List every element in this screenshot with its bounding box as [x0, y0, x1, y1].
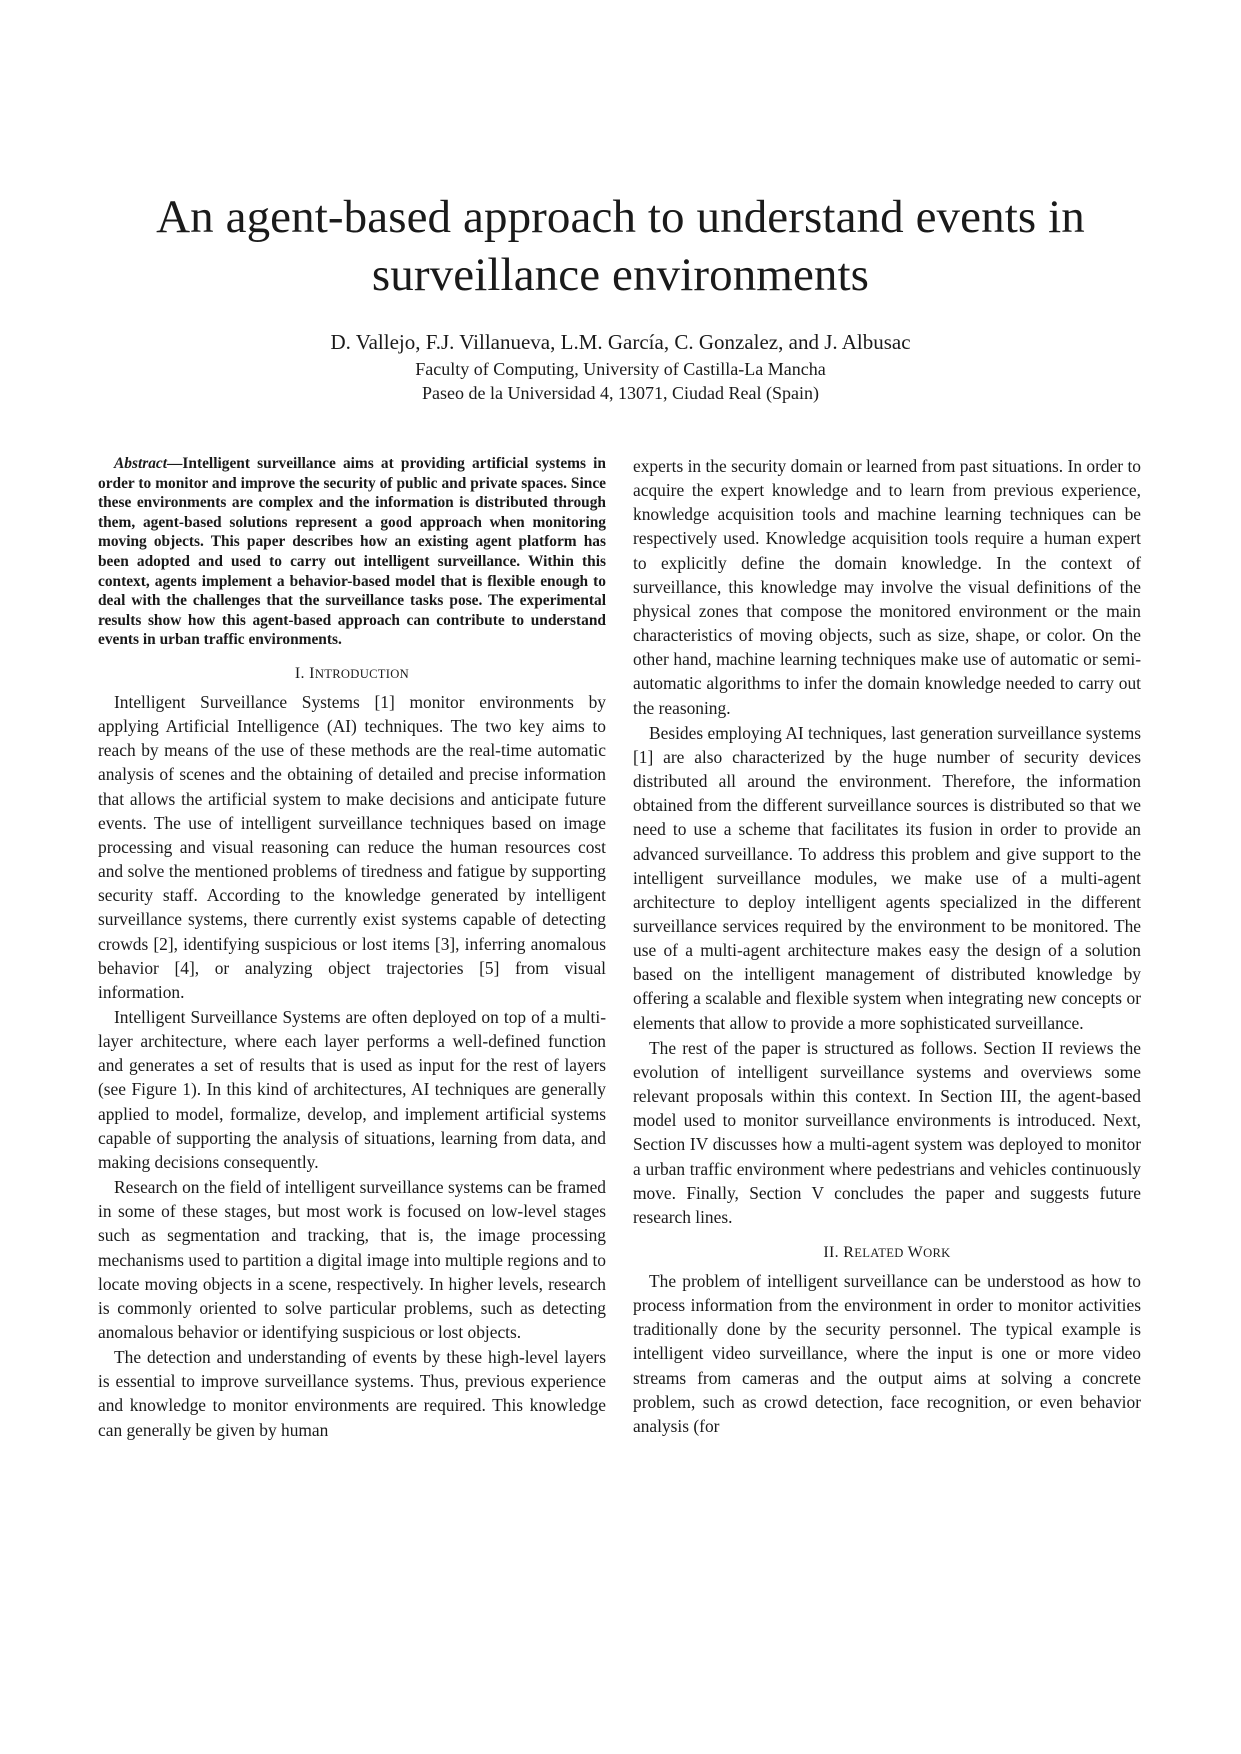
affiliation-line-1: Faculty of Computing, University of Castilla-La Mancha: [415, 359, 826, 379]
intro-paragraph-3: Research on the field of intelligent surveillance systems can be framed in some of these stages, but most work is focused on low-level stages such as segmentation and tracking, that is, the image processing mechanisms used to partition a digital image into multiple regions and to locate moving objects in a scene, respectively. In higher levels, research is commonly oriented to solve particular problems, such as detecting anomalous behavior or identifying suspicious or lost objects.: [98, 1177, 606, 1342]
related-paragraph-1: The problem of intelligent surveillance can be understood as how to process information from the environment in order to monitor activities traditionally done by the security personnel. The typical example is intelligent video surveillance, where the input is one or more video streams from cameras and the output aims at solving a concrete problem, such as crowd detection, face recognition, or even behavior analysis (for: [633, 1271, 1141, 1436]
section-title-rest: ORK: [923, 1246, 951, 1260]
abstract-dash: —: [167, 455, 183, 472]
section-heading-introduction: [98, 664, 606, 684]
section-title-initial: R: [843, 1244, 855, 1261]
section-title-initial: I: [309, 664, 315, 682]
section-title-rest: ELATED: [854, 1246, 904, 1260]
intro-paragraph-4: The detection and understanding of events by these high-level layers is essential to improve surveillance systems. Thus, previous experience and knowledge to monitor environments are required. This knowledge can generally be given by human: [98, 1347, 606, 1440]
paper-title-line-1: An agent-based approach to understand events in: [156, 191, 1085, 243]
abstract-text: Intelligent surveillance aims at providing artificial systems in order to monitor and improve the security of public and private spaces. Since these environments are complex and the information is distributed through them, agent-based solutions represent a good approach when monitoring moving objects. This paper describes how an existing agent platform has been adopted and used to carry out intelligent surveillance. Within this context, agents implement a behavior-based model that is flexible enough to deal with the challenges that the surveillance tasks pose. The experimental results show how this agent-based approach can contribute to understand events in urban traffic environments.: [98, 455, 606, 649]
left-column: [98, 454, 606, 1443]
section-title-rest: NTRODUCTION: [314, 666, 410, 681]
abstract: [98, 454, 606, 650]
intro-paragraph-4-continued: experts in the security domain or learned from past situations. In order to acquire the expert knowledge and to learn from previous experience, knowledge acquisition tools and machine learning techniques can be respectively used. Knowledge acquisition tools require a human expert to explicitly define the domain knowledge. In the context of surveillance, this knowledge may involve the visual definitions of the physical zones that compose the monitored environment or the main characteristics of moving objects, such as size, shape, or color. On the other hand, machine learning techniques make use of automatic or semi-automatic algorithms to infer the domain knowledge needed to carry out the reasoning.: [633, 456, 1141, 718]
section-number: II.: [823, 1244, 839, 1261]
paper-title-line-2: surveillance environments: [371, 249, 870, 301]
author-list: D. Vallejo, F.J. Villanueva, L.M. García, C. Gonzalez, and J. Albusac: [330, 330, 911, 354]
section-heading-related-work: [633, 1243, 1141, 1263]
intro-paragraph-2: Intelligent Surveillance Systems are often deployed on top of a multi-layer architecture, where each layer performs a well-defined function and generates a set of results that is used as input for the rest of layers (see Figure 1). In this kind of architectures, AI techniques are generally applied to model, formalize, develop, and implement artificial systems capable of supporting the analysis of situations, learning from data, and making decisions consequently.: [98, 1006, 606, 1172]
abstract-label: Abstract: [114, 455, 168, 472]
right-column: [633, 454, 1141, 1439]
section-number: I.: [294, 664, 305, 682]
intro-paragraph-1: Intelligent Surveillance Systems [1] monitor environments by applying Artificial Intelligence (AI) techniques. The two key aims to reach by means of the use of these methods are the real-time automatic analysis of scenes and the obtaining of detailed and precise information that allows the artificial system to make decisions and anticipate future events. The use of intelligent surveillance techniques based on image processing and visual reasoning can reduce the human resources cost and solve the mentioned problems of tiredness and fatigue by supporting security staff. According to the knowledge generated by intelligent surveillance systems, there currently exist systems capable of detecting crowds [2], identifying suspicious or lost items [3], inferring anomalous behavior [4], or analyzing object trajectories [5] from visual information.: [98, 691, 606, 1002]
intro-paragraph-5: Besides employing AI techniques, last generation surveillance systems [1] are also characterized by the huge number of security devices distributed all around the environment. Therefore, the information obtained from the different surveillance sources is distributed so that we need to use a scheme that facilitates its fusion in order to provide an advanced surveillance. To address this problem and give support to the intelligent surveillance modules, we make use of a multi-agent architecture to deploy intelligent agents specialized in the different surveillance services required by the environment to be monitored. The use of a multi-agent architecture makes easy the design of a solution based on the intelligent management of distributed knowledge by offering a scalable and flexible system when integrating new concepts or elements that allow to provide a more sophisticated surveillance.: [633, 722, 1141, 1033]
section-title-initial: W: [907, 1244, 924, 1261]
intro-paragraph-6: The rest of the paper is structured as follows. Section II reviews the evolution of intelligent surveillance systems and overviews some relevant proposals within this context. In Section III, the agent-based model used to monitor surveillance environments is introduced. Next, Section IV discusses how a multi-agent system was deployed to monitor a urban traffic environment where pedestrians and vehicles continuously move. Finally, Section V concludes the paper and suggests future research lines.: [633, 1037, 1141, 1227]
paper-title: [60, 188, 1181, 304]
affiliation-line-2: Paseo de la Universidad 4, 13071, Ciudad Real (Spain): [422, 383, 819, 403]
